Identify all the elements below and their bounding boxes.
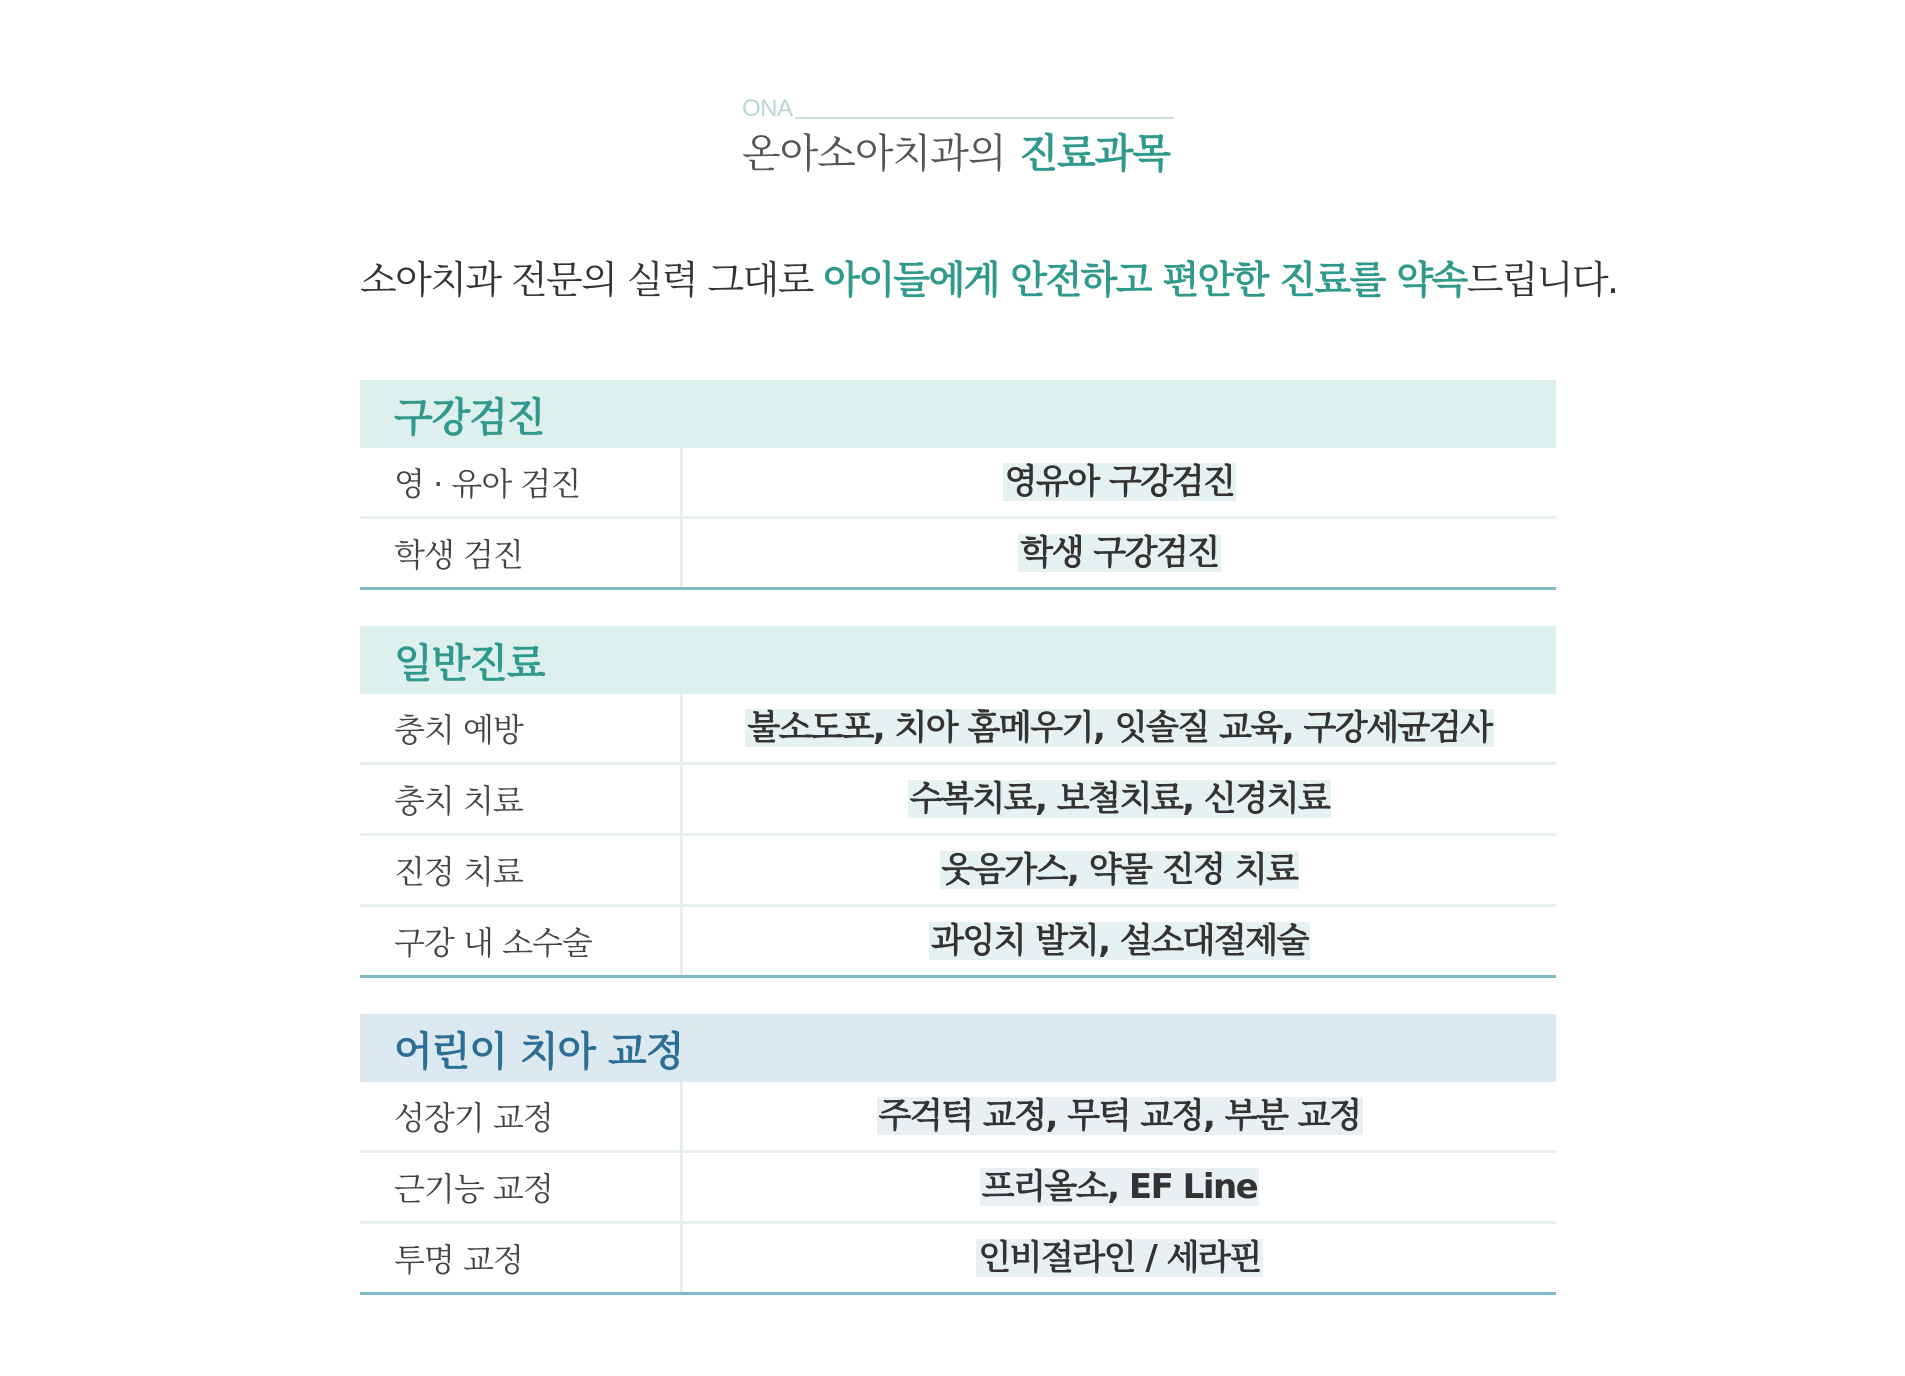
row-value: 불소도포, 치아 홈메우기, 잇솔질 교육, 구강세균검사 <box>747 708 1492 748</box>
row-label: 학생 검진 <box>360 519 683 587</box>
row-value-cell <box>683 765 1556 833</box>
table-row <box>360 1224 1556 1295</box>
table-row <box>360 836 1556 907</box>
row-value-cell <box>683 448 1556 516</box>
row-value-cell <box>683 1153 1556 1221</box>
table-row <box>360 907 1556 978</box>
subtitle-highlight: 아이들에게 안전하고 편안한 진료를 약속 <box>823 258 1467 302</box>
table-row <box>360 765 1556 836</box>
table-row <box>360 448 1556 519</box>
row-value: 수복치료, 보철치료, 신경치료 <box>909 779 1330 819</box>
eyebrow <box>742 96 1174 122</box>
row-label: 근기능 교정 <box>360 1153 683 1221</box>
title-block <box>742 96 1174 178</box>
section-header: 구강검진 <box>360 380 1556 448</box>
row-value: 과잉치 발치, 설소대절제술 <box>931 921 1308 961</box>
row-value-cell <box>683 907 1556 975</box>
row-value: 인비절라인 / 세라핀 <box>978 1238 1261 1278</box>
row-label: 충치 예방 <box>360 694 683 762</box>
table-row <box>360 1082 1556 1153</box>
row-value-cell <box>683 836 1556 904</box>
section-oral-checkup <box>360 380 1556 590</box>
subtitle-part1: 소아치과 전문의 실력 그대로 <box>360 258 824 302</box>
row-value-cell <box>683 1224 1556 1292</box>
section-header: 어린이 치아 교정 <box>360 1014 1556 1082</box>
row-value: 영유아 구강검진 <box>1004 462 1235 502</box>
section-orthodontics <box>360 1014 1556 1295</box>
table-row <box>360 694 1556 765</box>
subtitle-part2: 드립니다. <box>1466 258 1618 302</box>
page-title-highlight: 진료과목 <box>1019 131 1171 177</box>
row-value: 주걱턱 교정, 무턱 교정, 부분 교정 <box>878 1096 1361 1136</box>
row-label: 진정 치료 <box>360 836 683 904</box>
row-label: 구강 내 소수술 <box>360 907 683 975</box>
section-general-treatment <box>360 626 1556 978</box>
row-label: 충치 치료 <box>360 765 683 833</box>
row-value-cell <box>683 1082 1556 1150</box>
row-label: 영 · 유아 검진 <box>360 448 683 516</box>
section-header: 일반진료 <box>360 626 1556 694</box>
row-value-cell <box>683 694 1556 762</box>
page-title <box>742 130 1174 178</box>
eyebrow-text: ONA <box>742 95 793 122</box>
row-value: 웃음가스, 약물 진정 치료 <box>941 850 1298 890</box>
table-row <box>360 519 1556 590</box>
table-row <box>360 1153 1556 1224</box>
page-title-prefix: 온아소아치과의 <box>742 131 1006 177</box>
row-label: 성장기 교정 <box>360 1082 683 1150</box>
row-value: 학생 구강검진 <box>1020 533 1219 573</box>
row-label: 투명 교정 <box>360 1224 683 1292</box>
row-value-cell <box>683 519 1556 587</box>
eyebrow-divider <box>795 117 1174 119</box>
row-value: 프리올소, EF Line <box>981 1167 1258 1207</box>
page-subtitle <box>360 256 1618 304</box>
